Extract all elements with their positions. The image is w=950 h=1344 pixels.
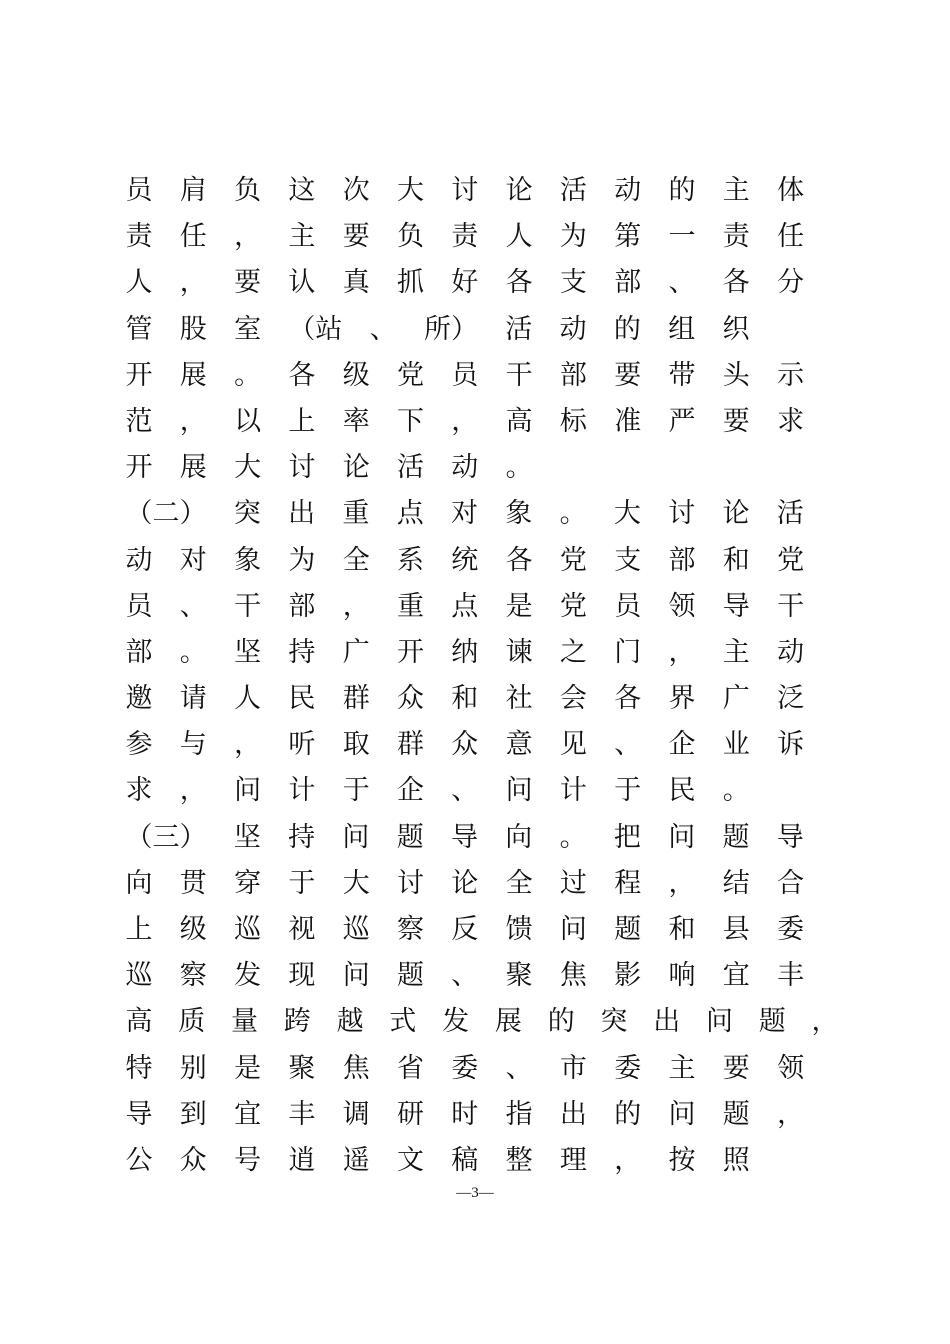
text-line: 人 ， 要 认 真 抓 好 各 支 部 、 各 分: [125, 267, 805, 299]
text-line: 求 ， 问 计 于 企 、 问 计 于 民 。: [125, 775, 750, 807]
text-line: 导 到 宜 丰 调 研 时 指 出 的 问 题 ，: [125, 1098, 805, 1130]
text-line: 邀 请 人 民 群 众 和 社 会 各 界 广 泛: [125, 683, 805, 715]
text-line: （ 三 ） 坚 持 问 题 导 向 。 把 问 题 导: [125, 821, 804, 853]
body-text: [124, 168, 844, 1184]
text-line: 高 质 量 跨 越 式 发 展 的 突 出 问 题 ，: [125, 1006, 839, 1038]
text-line: 员 肩 负 这 次 大 讨 论 活 动 的 主 体: [125, 175, 805, 206]
text-line: 动 对 象 为 全 系 统 各 党 支 部 和 党: [125, 544, 805, 576]
text-line: （ 二 ） 突 出 重 点 对 象 。 大 讨 论 活: [125, 498, 804, 530]
text-line: 部 。 坚 持 广 开 纳 谏 之 门 ， 主 动: [125, 636, 805, 668]
page-number: —3—: [456, 1185, 494, 1201]
text-line: 特 别 是 聚 焦 省 委 、 市 委 主 要 领: [125, 1052, 805, 1084]
text-line: 员 、 干 部 ， 重 点 是 党 员 领 导 干: [125, 590, 805, 622]
text-line: 公 众 号 逍 遥 文 稿 整 理 ， 按 照: [125, 1144, 750, 1176]
text-line: 范 ， 以 上 率 下 ， 高 标 准 严 要 求: [125, 405, 805, 437]
text-line: 开 展 大 讨 论 活 动 。: [125, 452, 533, 484]
text-line: 管 股 室 （ 站 、 所 ） 活 动 的 组 织: [125, 313, 750, 345]
text-line: 向 贯 穿 于 大 讨 论 全 过 程 ， 结 合: [125, 867, 805, 899]
text-line: 开 展 。 各 级 党 员 干 部 要 带 头 示: [125, 359, 805, 391]
text-line: 巡 察 发 现 问 题 、 聚 焦 影 响 宜 丰: [125, 960, 805, 992]
text-line: 责 任 ， 主 要 负 责 人 为 第 一 责 任: [125, 221, 805, 253]
text-line: 上 级 巡 视 巡 察 反 馈 问 题 和 县 委: [125, 914, 805, 945]
text-line: 参 与 ， 听 取 群 众 意 见 、 企 业 诉: [125, 729, 805, 761]
